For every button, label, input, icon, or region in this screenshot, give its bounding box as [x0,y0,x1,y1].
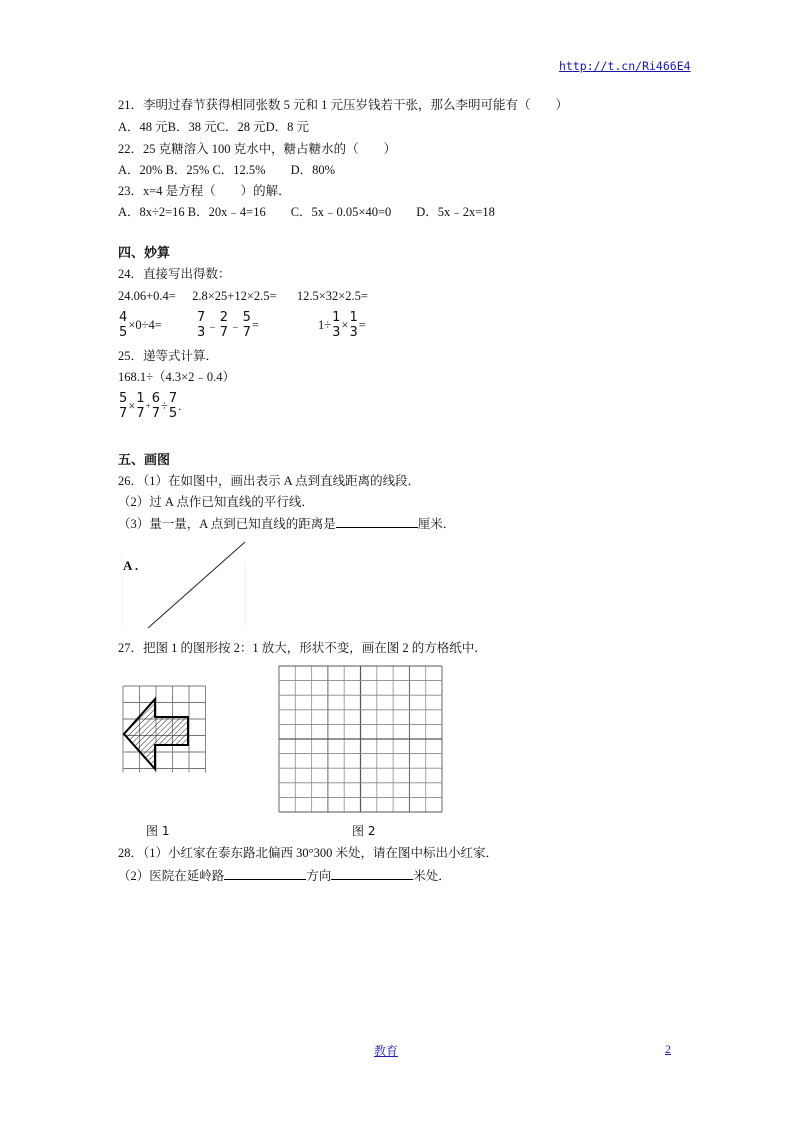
fraction: 7 3 [197,310,206,340]
footer-link[interactable]: 教育 [374,1044,399,1058]
q22-text: 22．25 克糖溶入 100 克水中，糖占糖水的（ ） [118,142,397,156]
page-number: 2 [665,1042,671,1056]
equals-sign: = [358,317,366,332]
figure-2-caption: 图 2 [352,824,376,838]
line-figure [120,541,250,631]
q24-row2-expr-1 [118,308,162,342]
plus-sign: + [145,401,151,411]
section4-title: 四、妙算 [118,245,171,260]
minus-sign: ﹣ [229,319,242,333]
header-url-link[interactable]: http://t.cn/Ri466E4 [559,59,691,73]
expr-lead: 1÷ [318,317,332,332]
q25-expr-1: 168.1÷（4.3×2﹣0.4） [118,370,236,384]
fraction: 2 7 [219,310,229,340]
q24-row1 [118,288,368,304]
q25-text: 25．递等式计算． [118,349,219,363]
q21-text: 21．李明过春节获得相同张数 5 元和 1 元压岁钱若干张，那么李明可能有（ ） [118,98,569,112]
q26-part-1: 26．（1）在如图中，画出表示 A 点到直线距离的线段． [118,474,421,488]
q24-row2-expr-3 [318,308,366,342]
q28-part-1: 28．（1）小红家在泰东路北偏西 30°300 米处，请在图中标出小红家． [118,846,498,860]
fraction: 7 5 [168,391,178,421]
q26-part-3 [118,515,455,532]
expr-rest: ×0÷4= [128,317,162,332]
times-sign: × [128,398,136,413]
q28-part-2-b: 方向 [306,869,332,883]
q24-expr-3: 12.5×32×2.5= [296,289,368,303]
q28-part-2-c: 米处． [413,869,451,883]
fraction: 1 3 [349,310,358,340]
equals-sign: = [251,317,259,332]
times-sign: × [341,317,349,332]
q21-options: A．48 元B．38 元C．28 元D．8 元 [118,120,309,134]
section5-title: 五、画图 [118,452,171,467]
given-line [148,542,245,628]
q24-expr-1: 24.06+0.4= [118,289,176,303]
direction-blank[interactable] [224,867,306,880]
fraction: 5 7 [242,310,251,340]
q26-part-3-suffix: 厘米． [417,517,456,531]
distance-blank[interactable] [331,867,413,880]
q24-text: 24．直接写出得数： [118,267,231,281]
q23-text: 23．x=4 是方程（ ）的解． [118,184,291,198]
period: . [178,398,182,413]
fraction: 1 3 [332,310,341,340]
q27-text: 27．把图 1 的图形按 2：1 放大，形状不变，画在图 2 的方格纸中． [118,641,487,655]
minus-sign: ﹣ [206,319,219,333]
q26-part-3-prefix: （3）量一量，A 点到已知直线的距离是 [118,517,336,531]
fraction: 1 7 [136,391,145,421]
answer-blank[interactable] [336,515,418,528]
q22-options: A．20% B．25% C．12.5% D．80% [118,163,336,177]
point-a-label: A . [123,558,139,573]
figure-2-grid[interactable] [278,665,444,815]
q28-part-2 [118,867,451,884]
q24-expr-2: 2.8×25+12×2.5= [192,289,277,303]
figure-1-caption: 图 1 [146,824,170,838]
fraction: 6 7 [151,391,160,421]
divide-sign: ÷ [160,398,168,413]
q24-row2-expr-2 [196,308,259,342]
q28-part-2-a: （2）医院在延岭路 [118,869,225,883]
arrow-shape [124,699,188,769]
fraction: 4 5 [119,310,128,340]
figure-1-grid [122,685,208,775]
q25-expr-2 [118,388,181,424]
fraction: 5 7 [119,391,128,421]
q26-part-2: （2）过 A 点作已知直线的平行线． [118,495,314,509]
q23-options: A．8x÷2=16 B．20x﹣4=16 C．5x﹣0.05×40=0 D．5x﹣2x=18 [118,205,495,219]
q26-figure [120,541,250,631]
